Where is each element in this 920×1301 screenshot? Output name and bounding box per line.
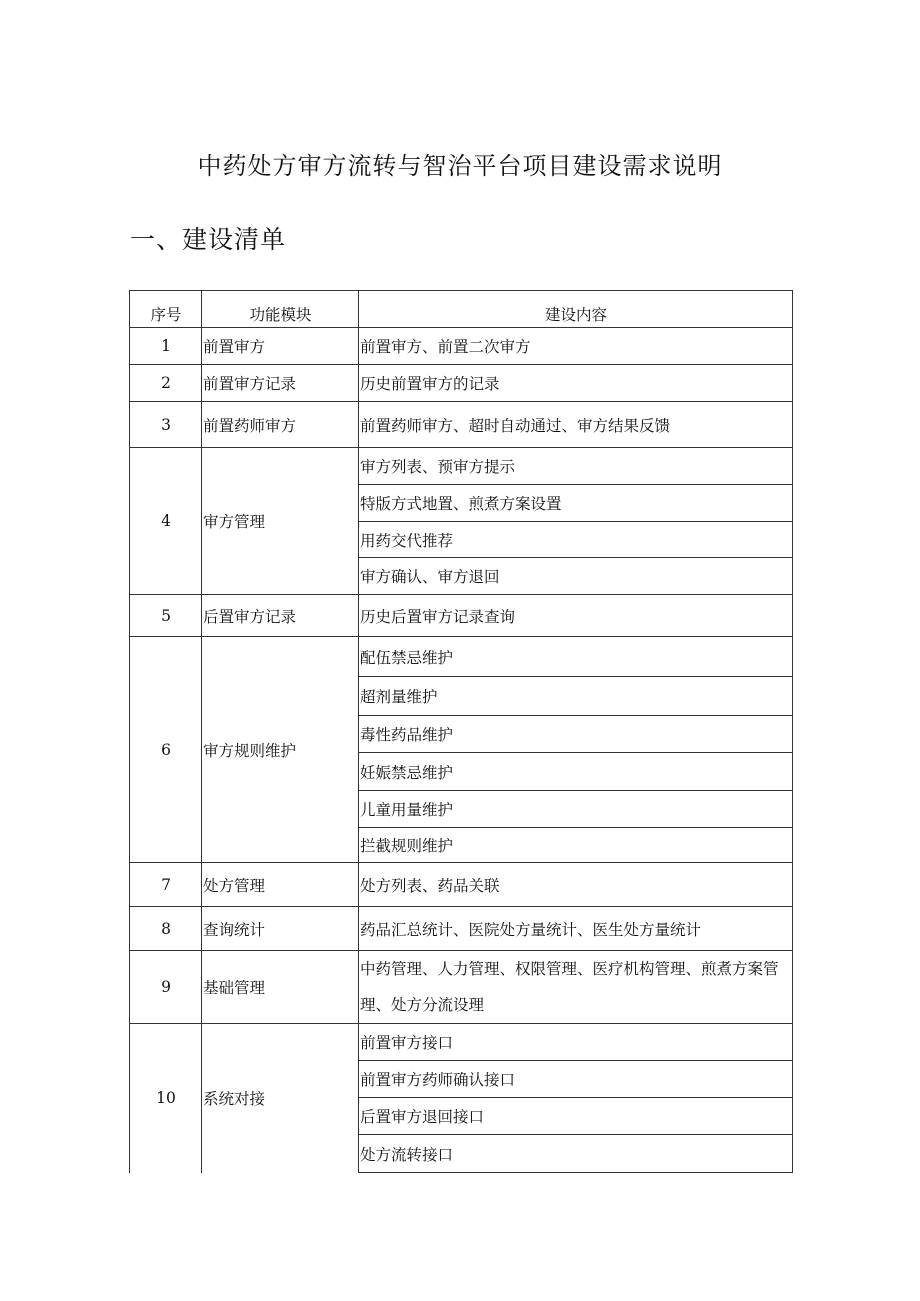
table-row — [130, 1024, 793, 1061]
table-row — [130, 402, 793, 448]
header-number: 序号 — [130, 291, 202, 328]
row-content: 前置审方接口 — [359, 1024, 793, 1061]
row-content: 前置审方药师确认接口 — [359, 1061, 793, 1098]
row-content: 处方流转接口 — [359, 1135, 793, 1173]
row-content: 处方列表、药品关联 — [359, 863, 793, 907]
header-content: 建设内容 — [359, 291, 793, 328]
row-number: 8 — [130, 907, 202, 951]
row-number: 5 — [130, 595, 202, 637]
row-module: 审方管理 — [202, 448, 359, 595]
section-heading: 一、建设清单 — [130, 225, 287, 254]
row-content: 药品汇总统计、医院处方量统计、医生处方量统计 — [359, 907, 793, 951]
row-module: 审方规则维护 — [202, 637, 359, 863]
row-content: 后置审方退回接口 — [359, 1098, 793, 1135]
row-content: 历史前置审方的记录 — [359, 365, 793, 402]
table-row — [130, 863, 793, 907]
row-module: 前置审方 — [202, 328, 359, 365]
row-module: 前置审方记录 — [202, 365, 359, 402]
table-row — [130, 595, 793, 637]
table-row — [130, 448, 793, 485]
row-number: 2 — [130, 365, 202, 402]
row-content: 中药管理、人力管理、权限管理、医疗机构管理、煎煮方案管理、处方分流设理 — [359, 951, 793, 1024]
row-content: 用药交代推荐 — [359, 522, 793, 558]
row-content: 儿童用量维护 — [359, 791, 793, 828]
row-number: 7 — [130, 863, 202, 907]
row-content: 妊娠禁忌维护 — [359, 753, 793, 791]
table-header-row — [130, 291, 793, 328]
construction-list-table — [129, 290, 793, 1173]
row-number: 10 — [130, 1024, 202, 1173]
row-content: 前置审方、前置二次审方 — [359, 328, 793, 365]
document-title: 中药处方审方流转与智治平台项目建设需求说明 — [197, 152, 723, 180]
row-module: 后置审方记录 — [202, 595, 359, 637]
row-module: 处方管理 — [202, 863, 359, 907]
row-module: 基础管理 — [202, 951, 359, 1024]
table-row — [130, 951, 793, 1024]
row-number: 3 — [130, 402, 202, 448]
row-number: 9 — [130, 951, 202, 1024]
table-row — [130, 328, 793, 365]
row-number: 6 — [130, 637, 202, 863]
row-content: 拦截规则维护 — [359, 828, 793, 863]
table-row — [130, 365, 793, 402]
table-row — [130, 637, 793, 677]
row-content: 特版方式地置、煎煮方案设置 — [359, 485, 793, 522]
header-module: 功能模块 — [202, 291, 359, 328]
row-number: 1 — [130, 328, 202, 365]
table-row — [130, 907, 793, 951]
row-module: 查询统计 — [202, 907, 359, 951]
row-content: 审方确认、审方退回 — [359, 558, 793, 595]
row-number: 4 — [130, 448, 202, 595]
row-content: 前置药师审方、超时自动通过、审方结果反馈 — [359, 402, 793, 448]
row-module: 系统对接 — [202, 1024, 359, 1173]
row-content: 配伍禁忌维护 — [359, 637, 793, 677]
row-content: 历史后置审方记录查询 — [359, 595, 793, 637]
row-module: 前置药师审方 — [202, 402, 359, 448]
row-content: 超剂量维护 — [359, 677, 793, 716]
row-content: 审方列表、预审方提示 — [359, 448, 793, 485]
row-content: 毒性药品维护 — [359, 716, 793, 753]
